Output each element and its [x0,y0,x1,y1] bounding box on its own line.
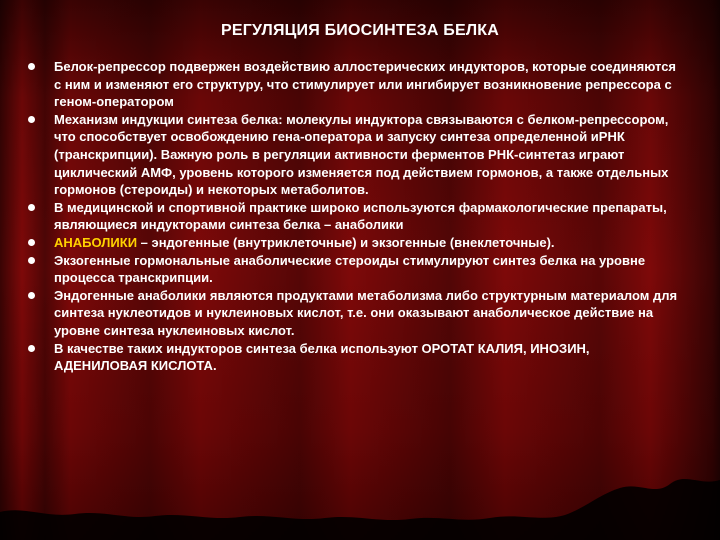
list-item-text: Экзогенные гормональные анаболические стероиды стимулируют синтез белка на уровне процесса транскрипции. [54,252,646,286]
list-item-text: – эндогенные (внутриклеточные) и экзогенные (внеклеточные). [140,234,555,250]
bullet-icon [28,345,35,352]
bullet-icon [28,257,35,264]
list-item-text: В качестве таких индукторов синтеза белка используют ОРОТАТ КАЛИЯ, ИНОЗИН, АДЕНИЛОВАЯ КИСЛОТА. [54,340,590,374]
list-item-text: В медицинской и спортивной практике широко используются фармакологические препараты, являющиеся индукторами синтеза белка – анаболики [54,199,667,233]
bullet-icon [28,292,35,299]
slide-title: РЕГУЛЯЦИЯ БИОСИНТЕЗА БЕЛКА [220,22,500,39]
list-item [28,58,678,111]
curtain-fringe [0,460,720,540]
list-item [28,287,678,340]
list-item [28,111,678,199]
list-item [28,234,678,252]
bullet-icon [28,63,35,70]
bullet-icon [28,204,35,211]
highlight-term: АНАБОЛИКИ [54,234,138,250]
list-item-text: Механизм индукции синтеза белка: молекулы индуктора связываются с белком-репрессором, что способствует освобождению гена-оператора и запуску синтеза определенной иРНК (транскрипции). Важную роль в регуляции активности ферментов РНК-синтетаз играют циклический АМФ, уровень которого изменяется под действием гормонов, а также отдельных гормонов (стероиды) и некоторых метаболитов. [54,111,669,198]
list-item [28,340,678,375]
bullet-list [28,58,678,375]
list-item-text: Белок-репрессор подвержен воздействию аллостерических индукторов, которые соединяются с ним и изменяют его структуру, что стимулирует или ингибирует возникновение репрессора с геном-оператором [54,59,677,110]
list-item-text: Эндогенные анаболики являются продуктами метаболизма либо структурным материалом для синтеза нуклеотидов и нуклеиновых кислот, т.е. они оказывают анаболическое действие на уровне синтеза нуклеиновых кислот. [54,287,678,338]
bullet-icon [28,239,35,246]
list-item [28,252,678,287]
list-item [28,199,678,234]
bullet-icon [28,116,35,123]
